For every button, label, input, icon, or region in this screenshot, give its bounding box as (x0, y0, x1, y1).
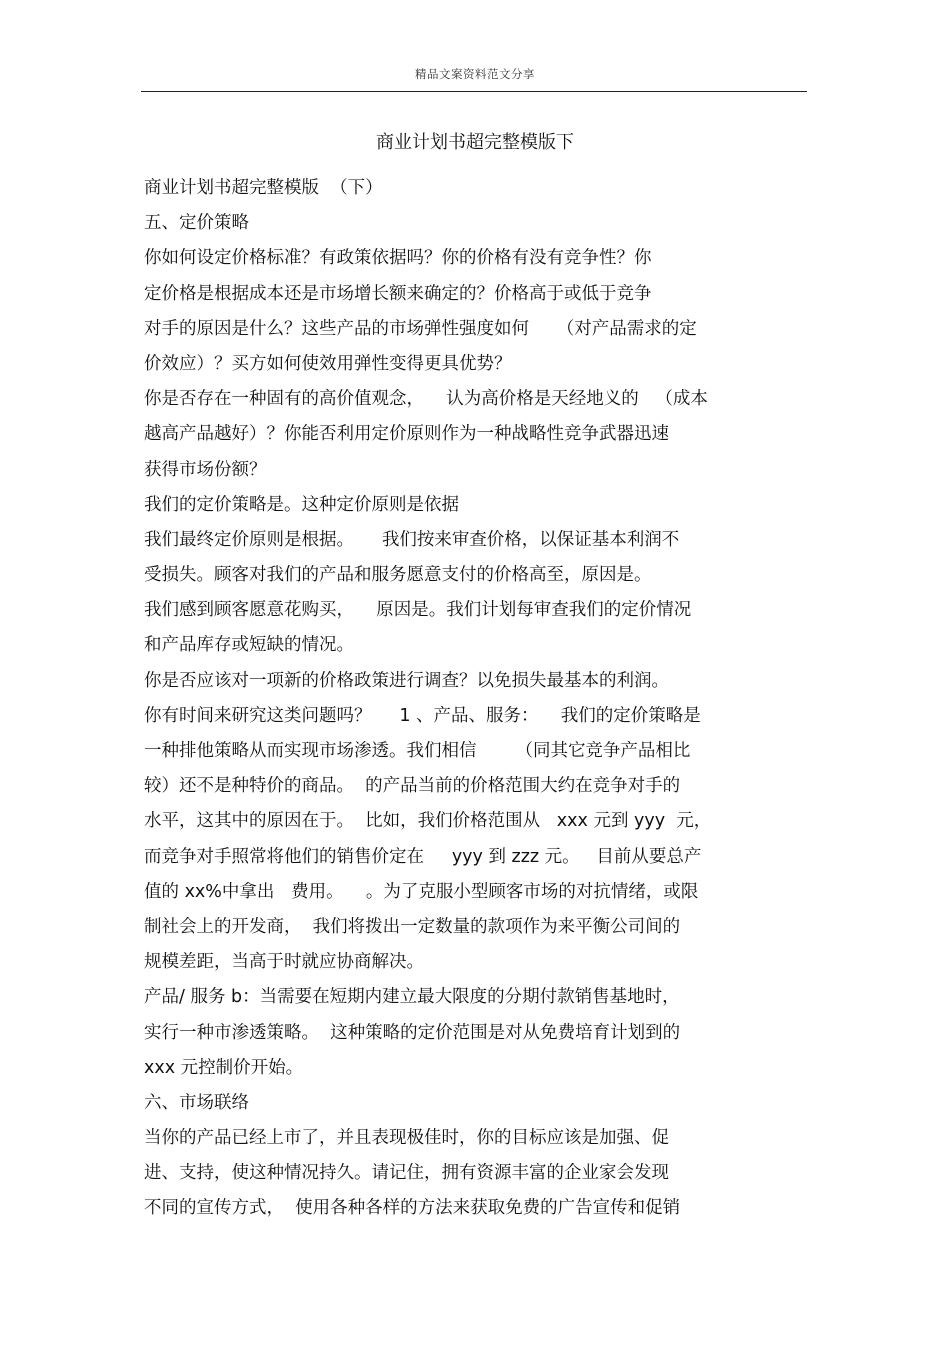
document-title: 商业计划书超完整模版下 (376, 132, 574, 153)
body-line: 规模差距，当高于时就应协商解决。 (144, 952, 424, 973)
body-line: 获得市场份额？ (144, 459, 267, 480)
body-line: 实行一种市渗透策略。 这种策略的定价范围是对从免费培育计划到的 (144, 1022, 681, 1043)
body-line: 定价格是根据成本还是市场增长额来确定的？价格高于或低于竞争 (144, 283, 652, 304)
body-line: 产品/ 服务 b：当需要在短期内建立最大限度的分期付款销售基地时， (144, 987, 680, 1008)
body-line: 你如何设定价格标准？有政策依据吗？你的价格有没有竞争性？你 (144, 248, 652, 269)
page-header-text: 精品文案资料范文分享 (415, 67, 535, 81)
body-line: 五、定价策略 (144, 213, 249, 234)
body-line: xxx 元控制价开始。 (144, 1057, 304, 1078)
body-line: 六、市场联络 (144, 1092, 249, 1113)
body-line: 我们感到顾客愿意花购买， 原因是。我们计划每审查我们的定价情况 (144, 600, 692, 621)
body-line: 价效应）？买方如何使效用弹性变得更具优势？ (144, 353, 512, 374)
body-line: 商业计划书超完整模版 （下） (144, 178, 383, 198)
body-line: 对手的原因是什么？这些产品的市场弹性强度如何 （对产品需求的定 (144, 318, 697, 339)
body-line: 当你的产品已经上市了，并且表现极佳时，你的目标应该是加强、促 (144, 1128, 669, 1149)
body-line: 制社会上的开发商， 我们将拨出一定数量的款项作为来平衡公司间的 (144, 916, 681, 937)
body-line: 和产品库存或短缺的情况。 (144, 635, 354, 656)
header-divider (141, 91, 807, 92)
body-line: 水平，这其中的原因在于。 比如，我们价格范围从 xxx 元到 yyy 元， (144, 811, 712, 832)
body-line: 一种排他策略从而实现市场渗透。我们相信 （同其它竞争产品相比 (144, 741, 691, 761)
body-line: 你是否应该对一项新的价格政策进行调查？以免损失最基本的利润。 (144, 670, 669, 691)
body-line: 而竞争对手照常将他们的销售价定在 yyy 到 zzz 元。 目前从要总产 (144, 846, 702, 867)
body-line: 进、支持，使这种情况持久。请记住，拥有资源丰富的企业家会发现 (144, 1163, 669, 1184)
body-line: 越高产品越好）？你能否利用定价原则作为一种战略性竞争武器迅速 (144, 424, 669, 445)
document-body (144, 171, 814, 1227)
body-line: 值的 xx%中拿出 费用。 。为了克服小型顾客市场的对抗情绪，或限 (144, 881, 699, 902)
body-line: 我们最终定价原则是根据。 我们按来审查价格，以保证基本利润不 (144, 529, 680, 550)
body-line: 你有时间来研究这类问题吗？ 1 、产品、服务： 我们的定价策略是 (144, 705, 701, 726)
body-line: 你是否存在一种固有的高价值观念， 认为高价格是天经地义的 （成本 (144, 389, 708, 410)
body-line: 不同的宣传方式， 使用各种各样的方法来获取免费的广告宣传和促销 (144, 1198, 681, 1219)
body-line: 我们的定价策略是。这种定价原则是依据 (144, 494, 459, 515)
body-line: 受损失。顾客对我们的产品和服务愿意支付的价格高至，原因是。 (144, 565, 652, 586)
body-line: 较）还不是种特价的商品。 的产品当前的价格范围大约在竞争对手的 (144, 776, 681, 797)
